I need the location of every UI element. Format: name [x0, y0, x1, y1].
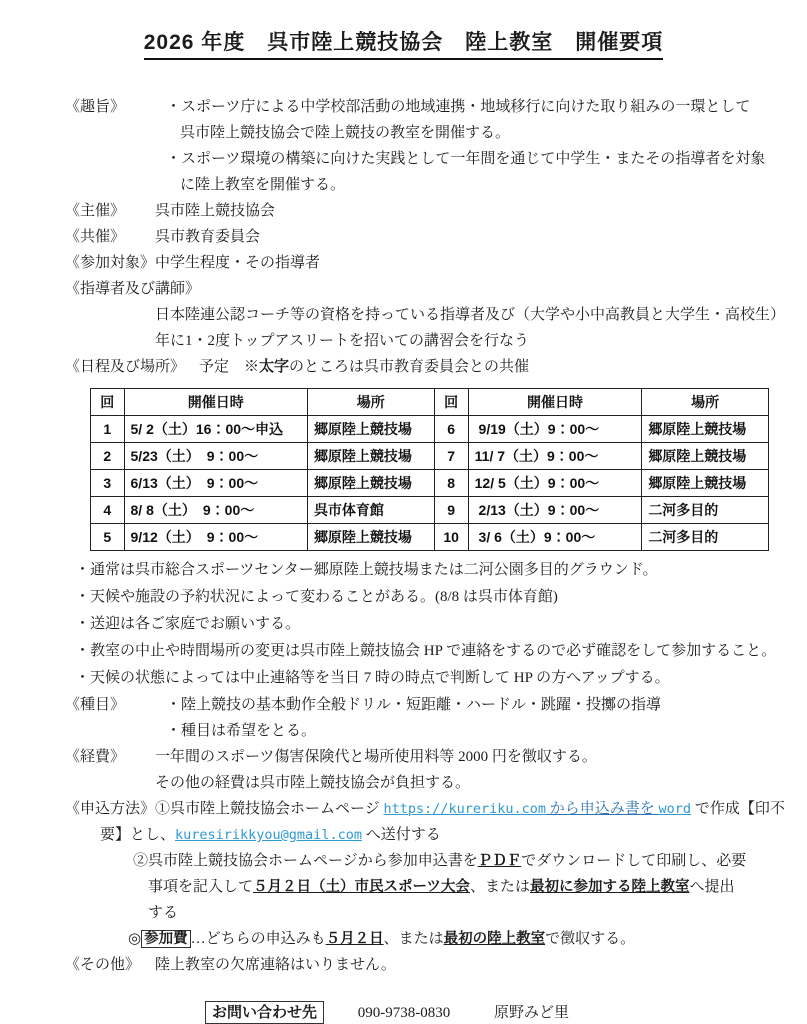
apply-line-6 — [65, 926, 769, 952]
cell-place: 郷原陸上競技場 — [307, 524, 434, 551]
apply-step1-text: ①呉市陸上競技協会ホームページ — [155, 801, 384, 817]
apply-line-2 — [65, 822, 769, 848]
cell-no: 9 — [434, 497, 468, 524]
table-row — [91, 443, 769, 470]
apply-step2-wrap: 事項を記入して — [148, 879, 254, 895]
word-link-text[interactable]: word — [658, 801, 692, 817]
cell-place: 郷原陸上競技場 — [642, 416, 769, 443]
apply-step2-tail: でダウンロードして印刷し、必要 — [521, 853, 747, 869]
cell-date: 5/23（土） 9：00～ — [124, 443, 307, 470]
cell-no: 5 — [91, 524, 125, 551]
cell-no: 7 — [434, 443, 468, 470]
schedule-suffix: のところは呉市教育委員会との共催 — [289, 359, 530, 375]
schedule-prefix: 予定 ※ — [199, 359, 260, 375]
cell-no: 4 — [91, 497, 125, 524]
apply-step1-send: へ送付する — [361, 827, 441, 843]
section-cohost — [65, 224, 769, 250]
events-bullet-2: ・種目は希望をとる。 — [166, 723, 317, 739]
other-value: 陸上教室の欠席連絡はいりません。 — [155, 957, 396, 973]
cell-place: 郷原陸上競技場 — [307, 443, 434, 470]
cell-place: 郷原陸上競技場 — [307, 470, 434, 497]
title-area — [0, 0, 807, 60]
section-cost — [65, 744, 769, 796]
cell-no: 10 — [434, 524, 468, 551]
cell-place: 郷原陸上競技場 — [307, 416, 434, 443]
first-class-emphasis: 最初に参加する陸上教室 — [529, 879, 690, 895]
header-date-right: 開催日時 — [468, 389, 642, 416]
note-line: ・送迎は各ご家庭でお願いする。 — [75, 616, 301, 632]
section-host — [65, 198, 769, 224]
cell-place: 郷原陸上競技場 — [642, 443, 769, 470]
purpose-bullet-1-line-1: ・スポーツ庁による中学校部活動の地域連携・地域移行に向けた取り組みの一環として — [166, 99, 751, 115]
fee-or-text: 、または — [383, 931, 444, 947]
cohost-value: 呉市教育委員会 — [155, 229, 261, 245]
events-label: 《種目》 — [65, 697, 126, 713]
schedule-label: 《日程及び場所》 — [65, 359, 186, 375]
apply-step2-text: ②呉市陸上競技協会ホームページから参加申込書を — [133, 853, 478, 869]
purpose-bullet-2-line-1: ・スポーツ環境の構築に向けた実践として一年間を通じて中学生・またその指導者を対象 — [166, 151, 766, 167]
other-label: 《その他》 — [65, 957, 141, 973]
schedule-bold-word: 太字 — [259, 359, 290, 375]
cell-place: 郷原陸上競技場 — [642, 470, 769, 497]
section-other — [65, 952, 769, 978]
homepage-url-link[interactable]: https://kureriku.com — [383, 801, 547, 817]
fee-date-emphasis: ５月２日 — [325, 931, 384, 947]
cell-date: 3/ 6（土）9：00～ — [468, 524, 642, 551]
apply-label: 《申込方法》 — [65, 801, 156, 817]
page-title: 2026 年度 呉市陸上競技協会 陸上教室 開催要項 — [144, 26, 664, 60]
apply-line-4 — [65, 874, 769, 900]
cell-no: 1 — [91, 416, 125, 443]
header-place-left: 場所 — [307, 389, 434, 416]
note-line: ・天候の状態によっては中止連絡等を当日 7 時の時点で判断して HP の方へアップする。 — [75, 670, 670, 686]
table-row — [91, 524, 769, 551]
cell-date: 5/ 2（土）16：00～申込 — [124, 416, 307, 443]
section-target — [65, 250, 769, 276]
cell-no: 2 — [91, 443, 125, 470]
table-header-row — [91, 389, 769, 416]
instructors-line-2: 年に1・2度トップアスリートを招いての講習会を行なう — [155, 333, 529, 349]
target-value: 中学生程度・その指導者 — [155, 255, 321, 271]
table-row — [91, 416, 769, 443]
schedule-notes — [65, 557, 777, 692]
apply-line-1 — [65, 796, 785, 822]
cost-line-2: その他の経費は呉市陸上競技協会が負担する。 — [155, 775, 471, 791]
header-no-right: 回 — [434, 389, 468, 416]
target-label: 《参加対象》 — [65, 255, 156, 271]
section-instructors — [65, 276, 786, 354]
cell-no: 8 — [434, 470, 468, 497]
cost-line-1: 一年間のスポーツ傷害保険代と場所使用料等 2000 円を徴収する。 — [155, 749, 597, 765]
cell-date: 2/13（土）9：00～ — [468, 497, 642, 524]
fee-collect-text: で徴収する。 — [545, 931, 636, 947]
section-apply — [65, 796, 785, 952]
header-date-left: 開催日時 — [124, 389, 307, 416]
table-row — [91, 497, 769, 524]
fee-marker: ◎ — [128, 931, 142, 947]
cohost-label: 《共催》 — [65, 229, 126, 245]
fee-boxed-label: 参加費 — [141, 930, 191, 948]
cell-date: 12/ 5（土）9：00～ — [468, 470, 642, 497]
apply-step1-wrap: 要】とし、 — [100, 827, 176, 843]
cost-label: 《経費》 — [65, 749, 126, 765]
table-row — [91, 470, 769, 497]
cell-place: 呉市体育館 — [307, 497, 434, 524]
apply-form-link-text[interactable]: から申込み書を — [546, 801, 659, 817]
instructors-line-1: 日本陸連公認コーチ等の資格を持っている指導者及び（大学や小中高教員と大学生・高校生） — [155, 307, 786, 323]
host-value: 呉市陸上競技協会 — [155, 203, 276, 219]
section-schedule-heading — [65, 354, 769, 380]
cell-place: 二河多目的 — [642, 497, 769, 524]
contact-box-label: お問い合わせ先 — [205, 1001, 324, 1024]
cell-date: 9/19（土）9：00～ — [468, 416, 642, 443]
apply-submit-text: へ提出 — [689, 879, 735, 895]
purpose-label: 《趣旨》 — [65, 99, 126, 115]
events-bullet-1: ・陸上競技の基本動作全般ドリル・短距離・ハードル・跳躍・投擲の指導 — [166, 697, 662, 713]
note-line: ・教室の中止や時間場所の変更は呉市陸上競技協会 HP で連絡をするので必ず確認をして参加すること。 — [75, 643, 777, 659]
header-no-left: 回 — [91, 389, 125, 416]
cell-no: 3 — [91, 470, 125, 497]
cell-date: 8/ 8（土） 9：00～ — [124, 497, 307, 524]
note-line: ・通常は呉市総合スポーツセンター郷原陸上競技場または二河公園多目的グラウンド。 — [75, 562, 658, 578]
email-link[interactable]: kuresirikkyou@gmail.com — [175, 827, 362, 843]
pdf-emphasis: ＰＤＦ — [477, 853, 522, 869]
instructors-label: 《指導者及び講師》 — [65, 281, 201, 297]
note-line: ・天候や施設の予約状況によって変わることがある。(8/8 は呉市体育館) — [75, 589, 558, 605]
fee-first-class-emphasis: 最初の陸上教室 — [443, 931, 546, 947]
schedule-table-wrap — [90, 388, 769, 551]
apply-line-5: する — [148, 905, 179, 921]
purpose-bullet-1-line-2: 呉市陸上競技協会で陸上競技の教室を開催する。 — [180, 125, 511, 141]
contact-phone: 090-9738-0830 — [357, 1005, 451, 1021]
cell-no: 6 — [434, 416, 468, 443]
event-date-emphasis: ５月２日（土）市民スポーツ大会 — [253, 879, 470, 895]
cell-date: 11/ 7（土）9：00～ — [468, 443, 642, 470]
apply-or-text: 、または — [469, 879, 530, 895]
cell-date: 9/12（土） 9：00～ — [124, 524, 307, 551]
host-label: 《主催》 — [65, 203, 126, 219]
contact-row — [205, 1000, 769, 1024]
cell-place: 二河多目的 — [642, 524, 769, 551]
fee-text: …どちらの申込みも — [190, 931, 326, 947]
document-body — [65, 94, 786, 1024]
header-place-right: 場所 — [642, 389, 769, 416]
contact-person-name: 原野みど里 — [494, 1005, 570, 1021]
section-events — [65, 692, 769, 744]
schedule-table — [90, 388, 769, 551]
section-purpose — [65, 94, 769, 198]
purpose-bullet-2-line-2: に陸上教室を開催する。 — [180, 177, 346, 193]
apply-step1-tail: で作成【印不 — [691, 801, 785, 817]
apply-line-3 — [65, 848, 769, 874]
cell-date: 6/13（土） 9：00～ — [124, 470, 307, 497]
